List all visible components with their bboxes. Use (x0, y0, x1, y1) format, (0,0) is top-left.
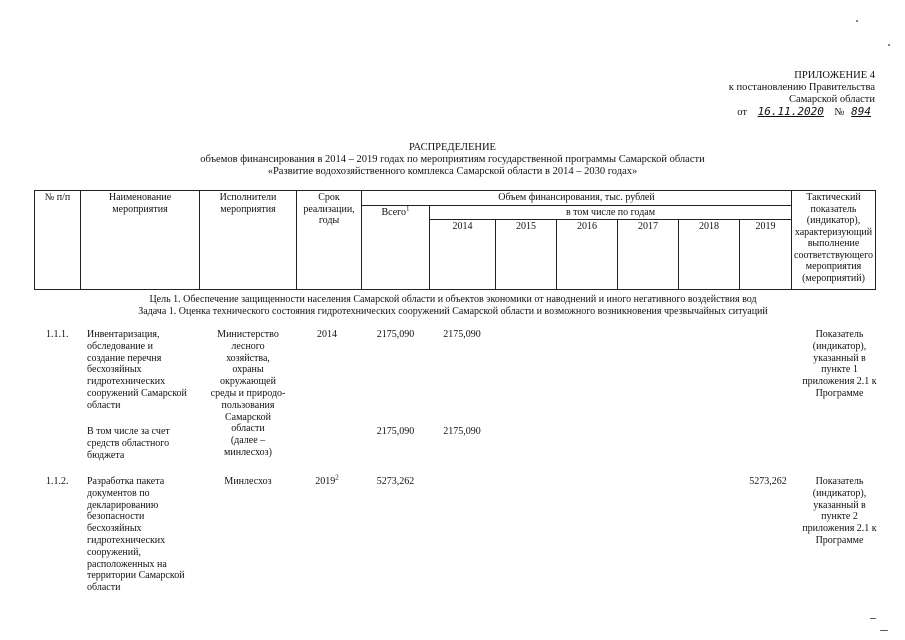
number-value: 894 (851, 105, 871, 118)
row-1-indicator: Показатель (индикатор), указанный в пункте 1 приложения 2.1 к Программе (802, 329, 877, 399)
header-year-2016: 2016 (557, 220, 618, 290)
row-2-num: 1.1.2. (46, 476, 69, 487)
header-including: в том числе по годам (430, 205, 792, 220)
scan-speck (888, 44, 890, 46)
title-main: РАСПРЕДЕЛЕНИЕ (409, 142, 496, 153)
scan-speck (870, 618, 876, 619)
appendix-line2: Самарской области (789, 94, 875, 105)
task-text: Задача 1. Оценка технического состояния гидротехнических сооружений Самарской области и возможного возникновения чрезвычайных ситуаций (138, 306, 768, 317)
header-executors: Исполнители мероприятия (200, 191, 297, 290)
header-table (34, 190, 876, 290)
header-num: № п/п (35, 191, 81, 290)
appendix-date-line (729, 106, 875, 119)
date-value: 16.11.2020 (757, 105, 824, 118)
row-1-executor: Министерство лесного хозяйства, охраны окружающей среды и природо- пользования Самарской области (далее – минлесхоз) (210, 329, 286, 458)
row-2-2019: 5273,262 (749, 476, 787, 487)
appendix-line1: к постановлению Правительства (728, 82, 875, 93)
date-prefix: от (737, 107, 747, 118)
header-year-2015: 2015 (496, 220, 557, 290)
row-1-year: 2014 (317, 329, 337, 340)
row-1-total: 2175,090 (376, 329, 415, 340)
row-2-executor: Минлесхоз (224, 476, 272, 487)
row-1-num: 1.1.1. (46, 329, 69, 340)
row-1-budget-2014: 2175,090 (443, 426, 481, 437)
scan-speck (856, 20, 858, 22)
header-year-2018: 2018 (679, 220, 740, 290)
header-term: Срок реализации, годы (297, 191, 362, 290)
row-1-name: Инвентаризация, обследование и создание перечня бесхозяйных гидротехнических сооружений Самарской области (87, 329, 187, 411)
row-1-2014: 2175,090 (443, 329, 481, 340)
row-1-budget-name: В том числе за счет средств областного бюджета (87, 426, 170, 461)
header-indicator: Тактический показатель (индикатор), характеризующий выполнение соответствующего мероприятия (мероприятий) (792, 191, 876, 290)
title-line2: объемов финансирования в 2014 – 2019 годах по мероприятиям государственной программы Самарской области (200, 154, 705, 165)
goal-block (34, 294, 872, 318)
row-2-year: 2019$^2$ (315, 473, 339, 487)
number-prefix: № (834, 107, 845, 118)
header-total: Всего$^1$ (362, 205, 430, 290)
title-line3: «Развитие водохозяйственного комплекса Самарской области в 2014 – 2030 годах» (267, 166, 638, 177)
row-2-indicator: Показатель (индикатор), указанный в пункте 2 приложения 2.1 к Программе (802, 476, 877, 546)
header-finance: Объем финансирования, тыс. рублей (362, 191, 792, 206)
row-1-budget-total: 2175,090 (376, 426, 415, 437)
row-2-total: 5273,262 (376, 476, 415, 487)
header-year-2014: 2014 (430, 220, 496, 290)
header-name: Наименование мероприятия (81, 191, 200, 290)
goal-text: Цель 1. Обеспечение защищенности населения Самарской области и объектов экономики от наводнений и иного негативного воздействия вод (149, 294, 757, 305)
header-year-2017: 2017 (618, 220, 679, 290)
appendix-title: ПРИЛОЖЕНИЕ 4 (794, 70, 875, 81)
header-year-2019: 2019 (740, 220, 792, 290)
document-title (0, 142, 905, 178)
scan-speck (880, 630, 888, 631)
appendix-block (729, 70, 875, 119)
row-2-name: Разработка пакета документов по декларированию безопасности бесхозяйных гидротехнических сооружений, расположенных на территории Самарской области (87, 476, 185, 594)
